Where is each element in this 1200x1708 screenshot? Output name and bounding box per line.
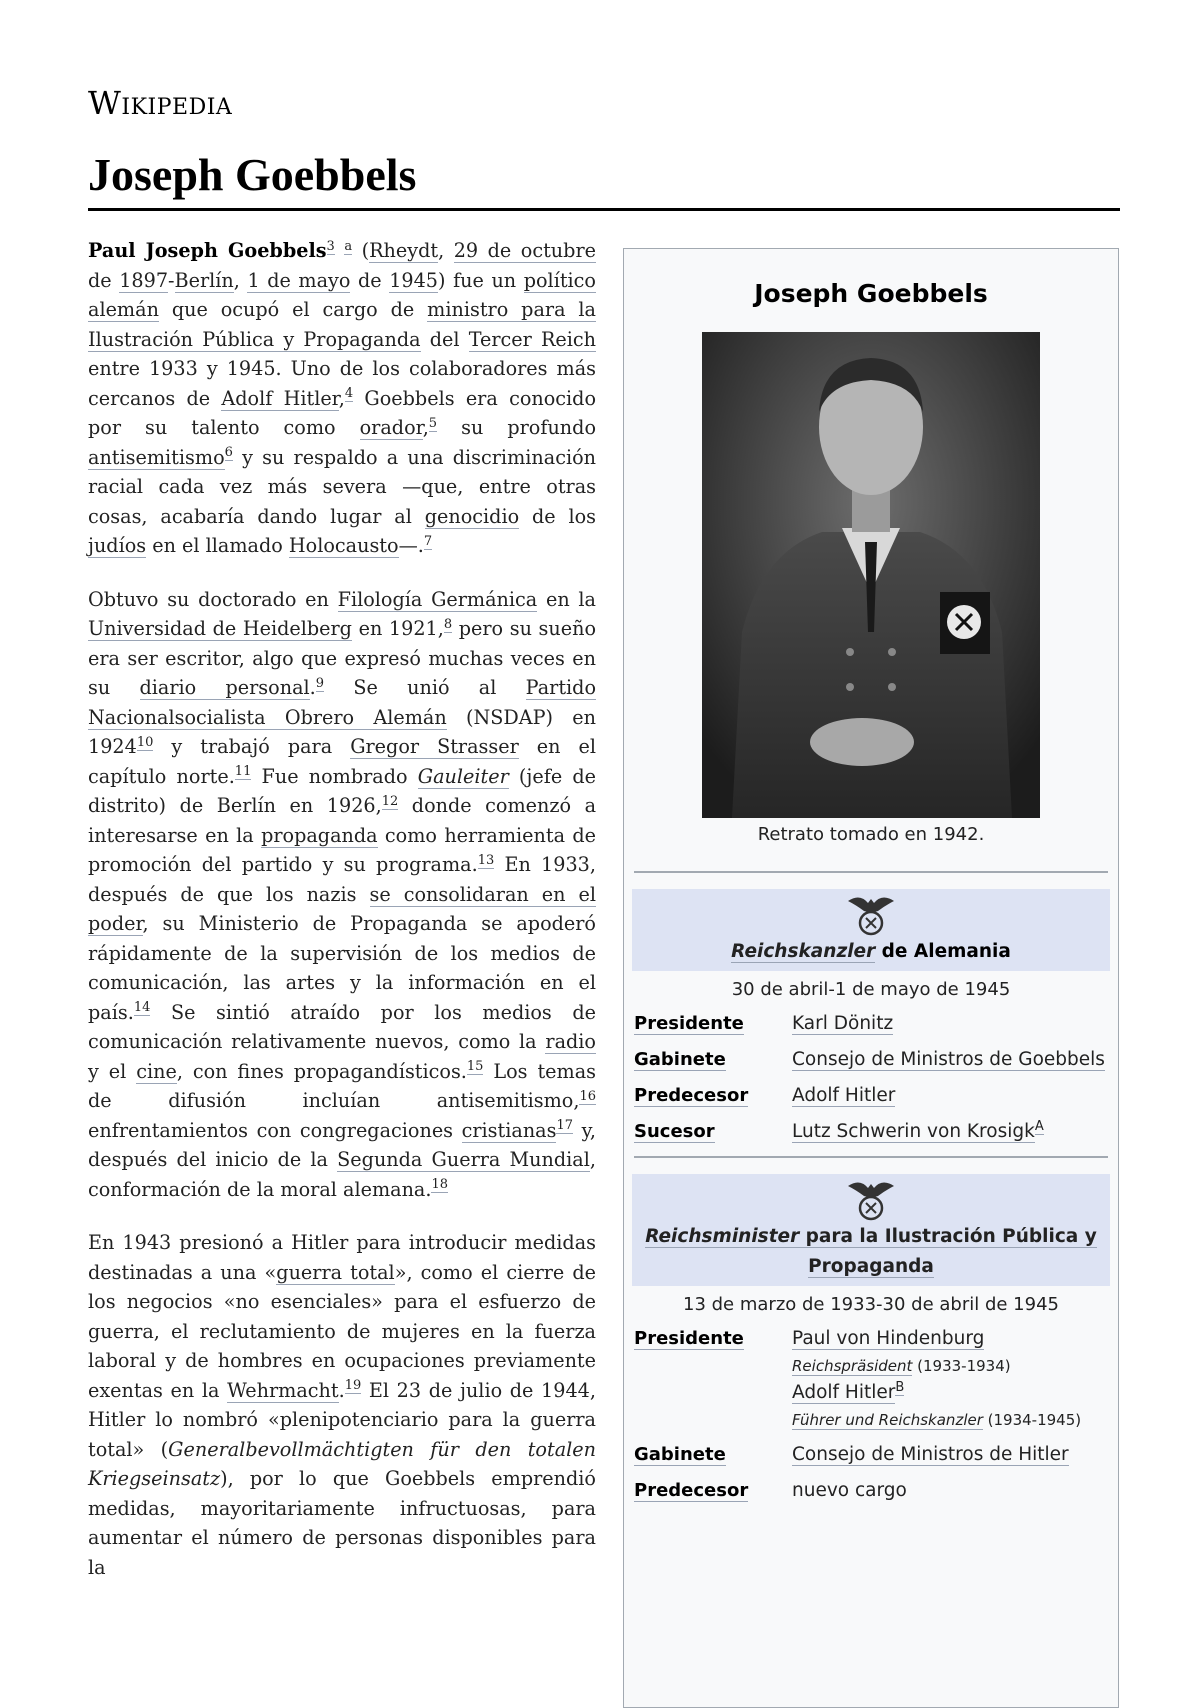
infobox-row: Presidente Paul von Hindenburg Reichspräsident (1933-1934) Adolf Hitler$^B$ Führer und Reichskanzler (1934-1945) bbox=[634, 1328, 1082, 1429]
link-antisemitismo[interactable]: antisemitismo bbox=[88, 445, 225, 469]
link-adolf-hitler[interactable]: Adolf Hitler bbox=[792, 1382, 896, 1403]
ref-9[interactable]: 9 bbox=[315, 675, 325, 691]
wikipedia-logo[interactable]: Wikipedia bbox=[88, 84, 233, 122]
predecessor-value: nuevo cargo bbox=[792, 1480, 907, 1501]
infobox-row bbox=[634, 1082, 1110, 1110]
ref-13[interactable]: 13 bbox=[477, 852, 495, 868]
link-berlin[interactable]: Berlín bbox=[174, 268, 234, 292]
link-segunda-guerra-mundial[interactable]: Segunda Guerra Mundial bbox=[337, 1148, 590, 1171]
link-tercer-reich[interactable]: Tercer Reich bbox=[468, 327, 597, 351]
paragraph-intro: Paul Joseph Goebbels$^3$ $^a$ (Rheydt, 29 de octubre de 1897-Berlín, 1 de mayo de 1945) fue un político alemán que ocupó el cargo de ministro para la Ilustración Pública y Propaganda del Tercer Reich entre 1933 y 1945. Uno de los colaboradores más cercanos de Adolf Hitler,$^4$ Goebbels era conocido por su talento como orador,$^5$ su profundo antisemitismo$^6$ y su respaldo a una discriminación racial cada vez más severa —que, entre otras cosas, acabaría dando lugar al genocidio de los judíos en el llamado Holocausto—.$^7$ bbox=[88, 238, 597, 557]
ref-18[interactable]: 18 bbox=[431, 1177, 449, 1193]
link-adolf-hitler[interactable]: Adolf Hitler bbox=[221, 386, 339, 410]
link-ministro[interactable]: ministro para la Ilustración Pública y Propaganda bbox=[88, 298, 596, 351]
page-title: Joseph Goebbels bbox=[88, 149, 417, 200]
link-hindenburg[interactable]: Paul von Hindenburg bbox=[792, 1328, 985, 1349]
link-orador[interactable]: orador bbox=[359, 416, 423, 439]
link-1-mayo[interactable]: 1 de mayo bbox=[247, 268, 351, 292]
link-strasser[interactable]: Gregor Strasser bbox=[350, 735, 519, 758]
link-reichskanzler[interactable]: Reichskanzler bbox=[731, 941, 876, 962]
link-consejo-hitler[interactable]: Consejo de Ministros de Hitler bbox=[792, 1444, 1069, 1465]
link-cine[interactable]: cine bbox=[136, 1059, 177, 1083]
infobox-key[interactable]: Predecesor bbox=[634, 1085, 749, 1106]
link-rheydt[interactable]: Rheydt bbox=[369, 239, 439, 262]
infobox-key[interactable]: Presidente bbox=[634, 1013, 744, 1034]
note-a[interactable]: a bbox=[344, 238, 353, 254]
infobox bbox=[623, 248, 1119, 1708]
infobox-key[interactable]: Gabinete bbox=[634, 1444, 726, 1465]
link-1945[interactable]: 1945 bbox=[389, 268, 439, 292]
infobox-title: Joseph Goebbels bbox=[754, 279, 988, 308]
link-schwerin-von-krosigk[interactable]: Lutz Schwerin von Krosigk bbox=[792, 1121, 1035, 1142]
ref-16[interactable]: 16 bbox=[579, 1088, 596, 1104]
eagle-emblem-icon bbox=[846, 891, 896, 937]
link-cristianas[interactable]: cristianas bbox=[461, 1118, 557, 1142]
infobox-key: Predecesor bbox=[634, 1480, 749, 1501]
link-gauleiter[interactable]: Gauleiter bbox=[417, 764, 509, 788]
infobox-row bbox=[634, 1046, 1110, 1074]
link-propaganda[interactable]: propaganda bbox=[261, 823, 378, 847]
ref-11[interactable]: 11 bbox=[234, 764, 252, 780]
office-table-minister bbox=[634, 1325, 1110, 1505]
portrait-caption: Retrato tomado en 1942. bbox=[757, 824, 985, 845]
link-guerra-total[interactable]: guerra total bbox=[276, 1260, 395, 1284]
link-karl-donitz[interactable]: Karl Dönitz bbox=[792, 1013, 894, 1034]
link-filologia[interactable]: Filología Germánica bbox=[337, 587, 538, 611]
note-B[interactable]: B bbox=[895, 1379, 905, 1395]
office-table-chancellor bbox=[634, 1010, 1110, 1146]
link-judios[interactable]: judíos bbox=[88, 534, 147, 557]
ref-17[interactable]: 17 bbox=[556, 1118, 574, 1134]
infobox-row bbox=[634, 1477, 1110, 1505]
link-29-octubre[interactable]: 29 de octubre bbox=[453, 239, 596, 262]
paragraph-total-war: En 1943 presionó a Hitler para introducir medidas destinadas a una «guerra total», como el cierre de los negocios «no esenciales» para el esfuerzo de guerra, el reclutamiento de mujeres en la fuerza laboral y de hombres en ocupaciones previamente exentas en la Wehrmacht.$^{19}$ El 23 de julio de 1944, Hitler lo nombró «plenipotenciario para la guerra total» (Generalbevollmächtigten für den totalen Kriegseinsatz), por lo que Goebbels emprendió medidas, mayoritariamente infructuosas, para aumentar el número de personas disponibles para la bbox=[88, 1231, 596, 1579]
infobox-row bbox=[634, 1441, 1110, 1469]
ref-10[interactable]: 10 bbox=[136, 734, 154, 750]
link-holocausto[interactable]: Holocausto bbox=[288, 534, 399, 557]
office-header-minister bbox=[632, 1174, 1110, 1286]
link-wehrmacht[interactable]: Wehrmacht bbox=[227, 1378, 339, 1402]
infobox-key[interactable]: Presidente bbox=[634, 1328, 744, 1349]
link-consolidaran[interactable]: se consolidaran en el poder bbox=[88, 882, 596, 935]
ref-15[interactable]: 15 bbox=[466, 1059, 484, 1075]
link-politico-aleman[interactable]: político alemán bbox=[88, 268, 596, 321]
infobox-key[interactable]: Gabinete bbox=[634, 1049, 726, 1070]
ref-4[interactable]: 4 bbox=[344, 386, 354, 402]
eagle-emblem-icon bbox=[846, 1176, 896, 1222]
subject-name: Paul Joseph Goebbels bbox=[88, 239, 327, 262]
link-genocidio[interactable]: genocidio bbox=[424, 504, 520, 528]
title-divider bbox=[88, 208, 1120, 211]
link-1897[interactable]: 1897 bbox=[119, 268, 169, 292]
link-fuhrer[interactable]: Führer und Reichskanzler bbox=[792, 1411, 983, 1429]
office-dates-chancellor: 30 de abril-1 de mayo de 1945 bbox=[731, 979, 1011, 1000]
infobox-divider bbox=[634, 1156, 1108, 1158]
portrait-photo[interactable] bbox=[702, 332, 1040, 818]
ref-5[interactable]: 5 bbox=[428, 415, 438, 431]
link-reichsprasident[interactable]: Reichspräsident bbox=[792, 1357, 913, 1375]
link-heidelberg[interactable]: Universidad de Heidelberg bbox=[88, 617, 352, 640]
infobox-row bbox=[634, 1010, 1110, 1038]
paragraph-career: Obtuvo su doctorado en Filología Germánica en la Universidad de Heidelberg en 1921,$^8$ pero su sueño era ser escritor, algo que expresó muchas veces en su diario personal.$^9$ Se unió al Partido Nacionalsocialista Obrero Alemán (NSDAP) en 1924$^{10}$ y trabajó para Gregor Strasser en el capítulo norte.$^{11}$ Fue nombrado Gauleiter (jefe de distrito) de Berlín en 1926,12 donde comenzó a interesarse en la propaganda como herramienta de promoción del partido y su programa.$^{13}$ En 1933, después de que los nazis se consolidaran en el poder, su Ministerio de Propaganda se apoderó rápidamente de la supervisión de los medios de comunicación, las artes y la información en el país.$^{14}$ Se sintió atraído por los medios de comunicación relativamente nuevos, como la radio y el cine, con fines propagandísticos.$^{15}$ Los temas de difusión incluían antisemitismo,$^{16}$ enfrentamientos con congregaciones cristianas$^{17}$ y, después del inicio de la Segunda Guerra Mundial, conformación de la moral alemana.$^{18}$ bbox=[88, 587, 597, 1201]
infobox-key[interactable]: Sucesor bbox=[634, 1121, 715, 1142]
link-consejo-goebbels[interactable]: Consejo de Ministros de Goebbels bbox=[792, 1049, 1105, 1070]
ref-6[interactable]: 6 bbox=[224, 445, 233, 461]
ref-3[interactable]: 3 bbox=[326, 238, 335, 254]
infobox-row bbox=[634, 1118, 1110, 1146]
link-radio[interactable]: radio bbox=[545, 1030, 596, 1053]
link-reichsminister-office[interactable]: Reichsminister para la Ilustración Pública y Propaganda bbox=[645, 1226, 1097, 1277]
link-adolf-hitler[interactable]: Adolf Hitler bbox=[792, 1085, 896, 1106]
ref-19[interactable]: 19 bbox=[344, 1378, 362, 1394]
ref-8[interactable]: 8 bbox=[443, 616, 453, 632]
office-dates-minister: 13 de marzo de 1933-30 de abril de 1945 bbox=[683, 1294, 1059, 1315]
link-nsdap[interactable]: Partido Nacionalsocialista Obrero Alemán bbox=[88, 676, 596, 729]
note-A[interactable]: A bbox=[1034, 1118, 1044, 1134]
ref-14[interactable]: 14 bbox=[133, 1000, 151, 1016]
office-header-chancellor: Reichskanzler de Alemania bbox=[632, 889, 1110, 971]
ref-7[interactable]: 7 bbox=[423, 533, 433, 549]
infobox-divider bbox=[634, 871, 1108, 873]
ref-12[interactable]: 12 bbox=[381, 793, 399, 809]
german-term: Generalbevollmächtigten für den totalen Kriegseinsatz bbox=[88, 1437, 596, 1490]
article-body bbox=[88, 236, 596, 1606]
link-diario[interactable]: diario personal bbox=[139, 676, 310, 699]
